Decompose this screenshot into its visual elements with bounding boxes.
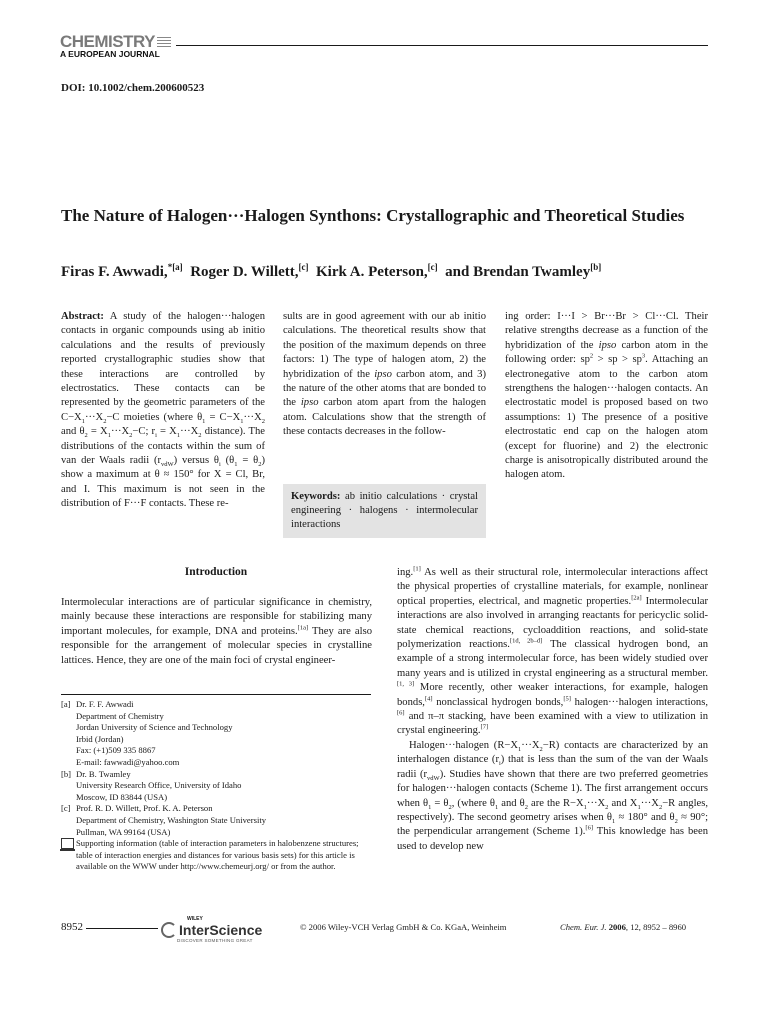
body-paragraph: Intermolecular interactions are of particular significance in chemistry, mainly because these interactions are responsible for stabilizing many important molecules, for example, DNA and proteins.[1a] They are also responsible for the arrangement of molecular species in crystalline lattices. Hence, they are one of the main foci of crystal engineer- [61,597,372,666]
abstract-text-3: ing order: I···I > Br···Br > Cl···Cl. Their relative strengths decrease as a function of the hybridization of the ipso carbon atom in the following order: $sp^2$ > sp > $sp^3$. Attaching an electronegative atom to the carbon atom strengthens the halogen···halogen contacts. An electrostatic model is proposed based on two assumptions: 1) The presence of a positive electrostatic end cap on the halogen atom (except for fluorine) and 2) the electronic charge is anisotropically distributed around the halogen atom. [505,311,709,481]
footnote-a: [a] Dr. F. F. Awwadi Department of Chemistry Jordan University of Science and Technology Irbid (Jordan) Fax: (+1)509 335 8867 E-mail: fawwadi@yahoo.com [61,699,372,769]
email-link[interactable]: E-mail: fawwadi@yahoo.com [76,756,180,767]
header-rule [176,45,708,46]
keywords-label: Keywords: [291,491,341,502]
abstract-column-2 [283,310,486,440]
logo-bars-icon [157,37,171,48]
doi[interactable]: DOI: 10.1002/chem.200600523 [61,82,205,94]
section-heading-introduction: Introduction [184,566,248,578]
article-title: The Nature of Halogen···Halogen Synthons: Crystallographic and Theoretical Studies [61,206,685,225]
journal-name: CHEMISTRY [60,35,180,49]
body-column-1 [61,596,372,668]
journal-logo [60,32,180,60]
footnote-c: [c] Prof. R. D. Willett, Prof. K. A. Peterson Department of Chemistry, Washington State University Pullman, WA 99164 (USA) [61,803,267,837]
author: and Brendan Twamley[b] [445,262,602,280]
keywords-text: ab initio calculations · crystal engineering · halogens · intermolecular interactions [291,491,478,530]
author-list [61,264,721,281]
body-paragraph: ing.[1] As well as their structural role, intermolecular interactions affect the physical properties of crystalline materials, for example, nonlinear optical properties, electrical, and magnetic properties.[2a] Intermolecular interactions are also involved in arranging reactants for pericyclic solid-state chemical reactions, cycloaddition reactions, and solid-state polymerization reactions.[1d, 2b–d] The classical hydrogen bond, an example of a strong intermolecular force, has been widely studied over many years and is utilized in crystal engineering as a structural member.[1, 3] More recently, other weaker interactions, for example, halogen bonds,[4] nonclassical hydrogen bonds,[5] halogen···halogen interactions,[6] and π–π stacking, have been examined with a view to utilization in crystal engineering.[7] [397,565,708,737]
abstract-label: Abstract: [61,311,104,322]
supporting-info-text[interactable]: Supporting information (table of interaction parameters in halobenzene structures; table of interaction energies and distances for various basis sets) for this article is available on the WWW under http://www.chemeurj.org/ or from the author. [76,838,359,872]
author: Roger D. Willett,[c] [190,262,309,280]
swoosh-icon [161,922,177,938]
publisher-logo[interactable]: WILEY InterScience DISCOVER SOMETHING GREAT [161,916,271,943]
supporting-info-note [61,838,372,873]
abstract-column-3 [505,310,708,483]
abstract-text-2: sults are in good agreement with our ab initio calculations. The theoretical results show that the position of the maximum depends on three factors: 1) The type of halogen atom, 2) the hybridization of the ipso carbon atom, and 3) the nature of the other atoms that are bonded to the ipso carbon atom apart from the halogen atom. Calculations show that the strength of these contacts decreases in the follow- [283,311,487,438]
citation: Chem. Eur. J. 2006, 12, 8952 – 8960 [560,922,687,932]
affiliation-footnotes [61,699,372,873]
journal-subtitle: A EUROPEAN JOURNAL [60,49,160,59]
footer-rule [86,928,158,929]
footnote-rule [61,694,371,695]
abstract-column-1 [61,310,265,512]
footnote-b: [b] Dr. B. Twamley University Research Office, University of Idaho Moscow, ID 83844 (USA) [61,768,242,802]
author: Firas F. Awwadi,$^{*[a]}$ [61,262,183,280]
computer-icon [61,838,74,849]
author: Kirk A. Peterson,[c] [316,262,438,280]
body-column-2 [397,566,708,854]
keywords-box [283,484,486,538]
copyright-notice: © 2006 Wiley-VCH Verlag GmbH & Co. KGaA, Weinheim [300,922,507,932]
abstract-text-1: A study of the halogen···halogen contacts in organic compounds using ab initio calculations and the results of previously reported crystallographic studies show that these interactions are controlled by electrostatics. These contacts can be represented by the geometric parameters of the $C-X_1\cdot\cdot\cdot X_2-C$ moieties (where $\theta_1 = C-X_1\cdot\cdot\cdot X_2$ and $\theta_2 = X_1\cdot\cdot\cdot X_2-C$; $r_i = X_1\cdot\cdot\cdot X_2$ distance). The distributions of the contacts within the sum of van der Waals radii $(r_{vdW})$ versus $\theta_i$ $(\theta_1 = \theta_2)$ show a maximum at θ ≈ 150° for X = Cl, Br, and I. This maximum is not seen in the distribution of F···F contacts. These re- [61,311,265,510]
page-number: 8952 [61,921,83,933]
body-paragraph: Halogen···halogen $(R-X_1\cdot\cdot\cdot X_2-R)$ contacts are characterized by an interhalogen distance $(r_i)$ that is less than the sum of the van der Waals radii $(r_{vdW})$. Studies have shown that there are two preferred geometries for halogen···halogen contacts (Scheme 1). The first arrangement occurs when $\theta_1 = \theta_2$, (where $\theta_1$ and $\theta_2$ are the $R-X_1\cdot\cdot\cdot X_2$ and $X_1\cdot\cdot\cdot X_2-R$ angles, respectively). The second geometry arises when $\theta_1 \approx 180^\circ$ and $\theta_2 \approx 90^\circ$; the perpendicular arrangement (Scheme 1).[6] This knowledge has been used to develop new [397,739,709,852]
